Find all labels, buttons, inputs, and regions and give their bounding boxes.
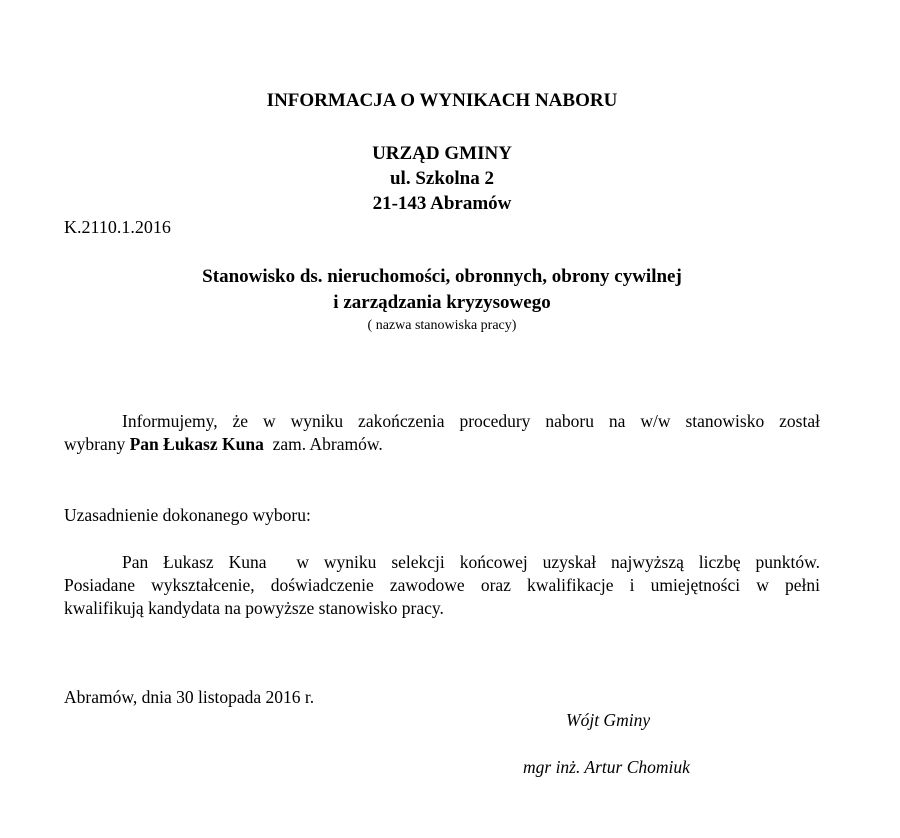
position-caption: ( nazwa stanowiska pracy) (367, 318, 517, 333)
justification-line1-text: Pan Łukasz Kuna w wyniku selekcji końcowej uzyskał najwyższą liczbę punktów. (122, 552, 820, 572)
position-title-line2: i zarządzania kryzysowego (333, 292, 551, 313)
document-date: Abramów, dnia 30 listopada 2016 r. (64, 687, 315, 707)
justification-line1 (64, 551, 820, 574)
office-street: ul. Szkolna 2 (389, 168, 494, 189)
position-title-line1: Stanowisko ds. nieruchomości, obronnych, obrony cywilnej (202, 266, 682, 287)
reference-number: K.2110.1.2016 (64, 217, 171, 237)
office-name: URZĄD GMINY (372, 143, 512, 164)
office-city: 21-143 Abramów (372, 193, 512, 214)
signatory-name: mgr inż. Artur Chomiuk (523, 757, 690, 777)
justification-line2: Posiadane wykształcenie, doświadczenie zawodowe oraz kwalifikacje i umiejętności w pełni (64, 575, 820, 595)
signatory-role: Wójt Gminy (566, 710, 651, 730)
justification-line3: kwalifikują kandydata na powyższe stanowisko pracy. (64, 598, 444, 618)
justification-heading: Uzasadnienie dokonanego wyboru: (64, 505, 311, 525)
info-paragraph (64, 410, 820, 456)
info-line1 (64, 410, 820, 433)
info-line2-suffix: zam. Abramów. (263, 434, 383, 454)
info-line2-prefix: wybrany (64, 434, 130, 454)
info-line2 (64, 433, 820, 456)
document-title: INFORMACJA O WYNIKACH NABORU (266, 90, 618, 111)
info-line1-text: Informujemy, że w wyniku zakończenia procedury naboru na w/w stanowisko został (122, 411, 820, 431)
selected-person: Pan Łukasz Kuna (129, 434, 264, 454)
justification-paragraph (64, 551, 820, 620)
